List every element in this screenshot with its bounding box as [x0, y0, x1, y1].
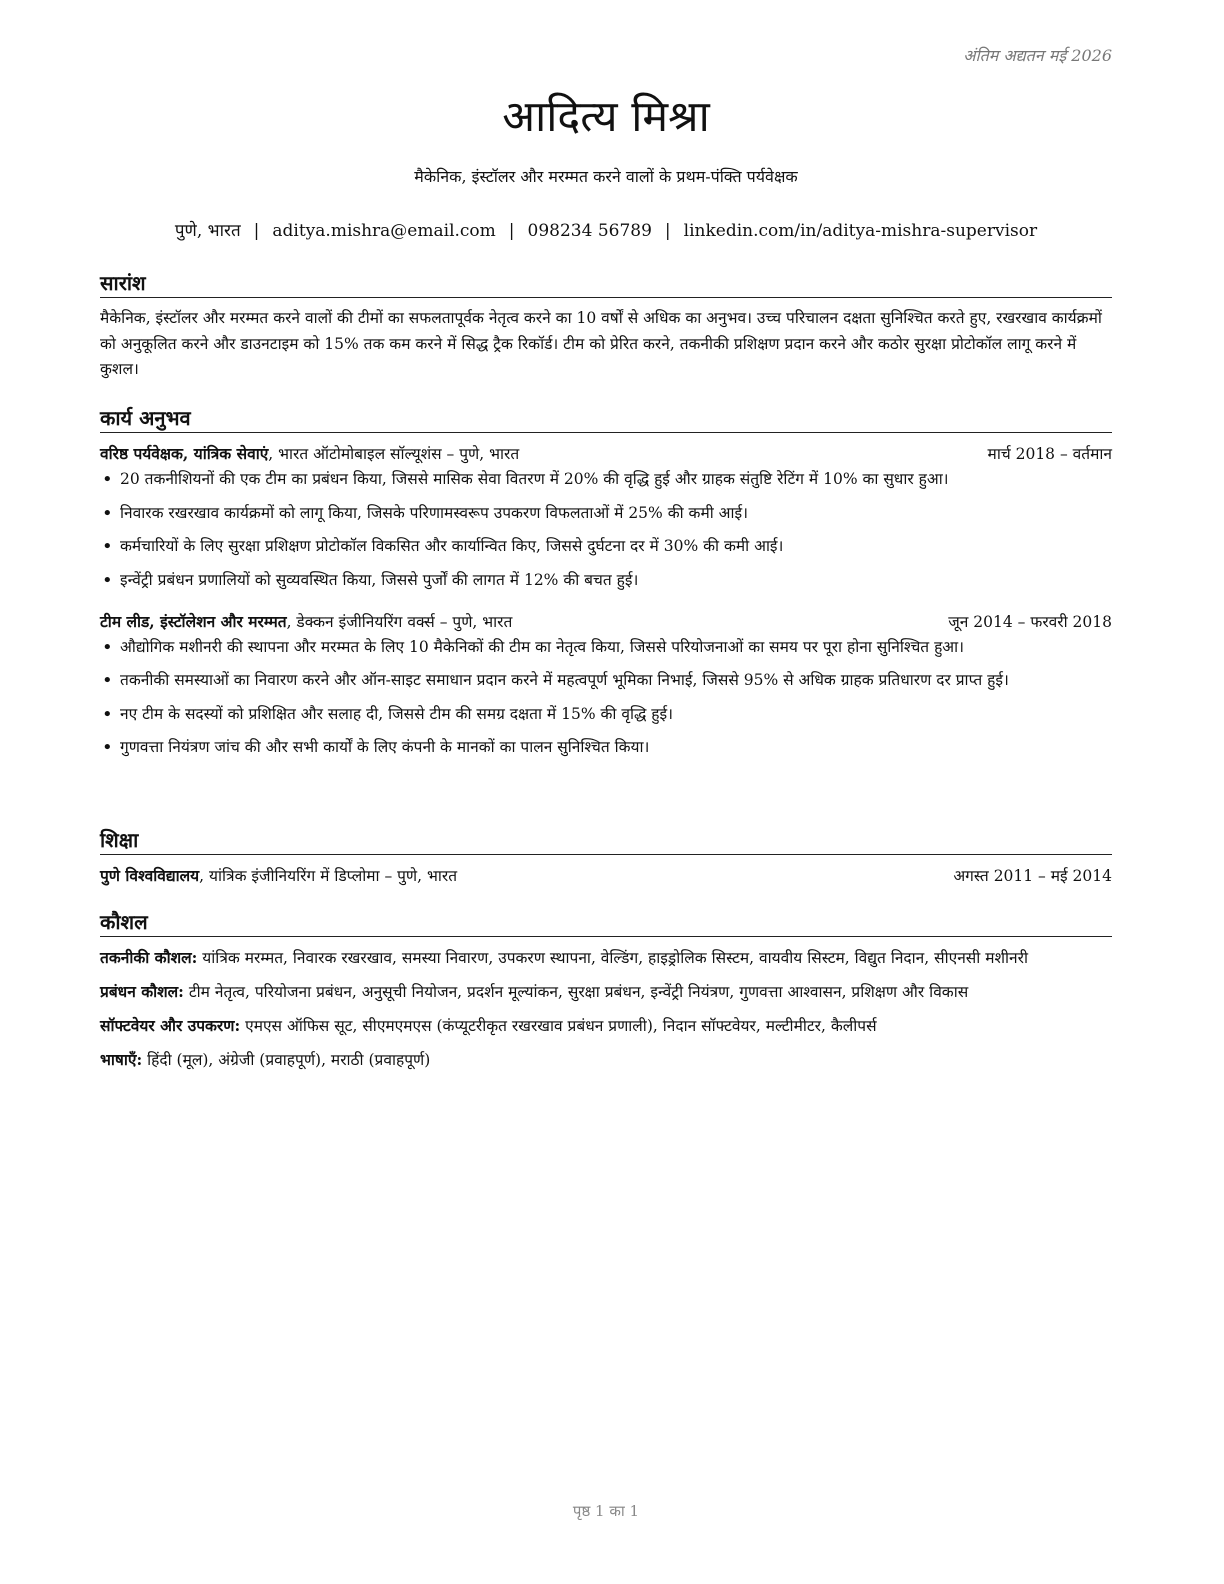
skill-label: भाषाएँ:: [100, 1050, 143, 1069]
page-number: पृष्ठ 1 का 1: [572, 1502, 640, 1520]
list-item: • इन्वेंट्री प्रबंधन प्रणालियों को सुव्यवस्थित किया, जिससे पुर्जों की लागत में 12% की बचत हुई।: [100, 568, 1112, 593]
list-item: • गुणवत्ता नियंत्रण जांच की और सभी कार्यों के लिए कंपनी के मानकों का पालन सुनिश्चित किया।: [100, 735, 1112, 760]
education-dates: अगस्त 2011 – मई 2014: [953, 867, 1112, 885]
list-item: • नए टीम के सदस्यों को प्रशिक्षित और सलाह दी, जिससे टीम की समग्र दक्षता में 15% की वृद्धि हुई।: [100, 702, 1112, 727]
skill-row-technical: [100, 945, 1112, 971]
contact-phone: 098234 56789: [527, 221, 652, 241]
job-organization: , डेक्कन इंजीनियरिंग वर्क्स – पुणे, भारत: [286, 612, 513, 631]
section-title-skills: कौशल: [100, 909, 1112, 937]
job-title-line: [100, 609, 512, 635]
education-institution: पुणे विश्वविद्यालय: [100, 866, 200, 885]
list-item: • 20 तकनीशियनों की एक टीम का प्रबंधन किया, जिससे मासिक सेवा वितरण में 20% की वृद्धि हुई और ग्राहक संतुष्टि रेटिंग में 10% का सुधार हुआ।: [100, 467, 1112, 492]
skill-row-languages: [100, 1047, 1112, 1073]
contact-separator: |: [664, 221, 671, 241]
list-item: • औद्योगिक मशीनरी की स्थापना और मरम्मत के लिए 10 मैकेनिकों की टीम का नेतृत्व किया, जिससे परियोजनाओं का समय पर पूरा होना सुनिश्चित हुआ।: [100, 635, 1112, 660]
contact-separator: |: [253, 221, 260, 241]
skill-value: यांत्रिक मरम्मत, निवारक रखरखाव, समस्या निवारण, उपकरण स्थापना, वेल्डिंग, हाइड्रोलिक सिस्टम, वायवीय सिस्टम, विद्युत निदान, सीएनसी मशीनरी: [197, 949, 1029, 967]
contact-separator: |: [508, 221, 515, 241]
education-detail: , यांत्रिक इंजीनियरिंग में डिप्लोमा – पुणे, भारत: [199, 867, 458, 885]
resume-page: [100, 0, 1112, 1584]
job-role: वरिष्ठ पर्यवेक्षक, यांत्रिक सेवाएं: [100, 444, 269, 463]
candidate-name: आदित्य मिश्रा: [502, 92, 710, 142]
summary-section: [100, 270, 1112, 383]
job-header: [100, 609, 1112, 635]
summary-text: मैकेनिक, इंस्टॉलर और मरम्मत करने वालों की टीमों का सफलतापूर्वक नेतृत्व करने का 10 वर्षों से अधिक का अनुभव। उच्च परिचालन दक्षता सुनिश्चित करते हुए, रखरखाव कार्यक्रमों को अनुकूलित करने और डाउनटाइम को 15% तक कम करने में सिद्ध ट्रैक रिकॉर्ड। टीम को प्रेरित करने, तकनीकी प्रशिक्षण प्रदान करने और कठोर सुरक्षा प्रोटोकॉल लागू करने में कुशल।: [100, 309, 1102, 378]
job-header: [100, 441, 1112, 467]
experience-section: [100, 405, 1112, 769]
skill-value: हिंदी (मूल), अंग्रेजी (प्रवाहपूर्ण), मराठी (प्रवाहपूर्ण): [142, 1051, 431, 1069]
skill-value: एमएस ऑफिस सूट, सीएमएमएस (कंप्यूटरीकृत रखरखाव प्रबंधन प्रणाली), निदान सॉफ्टवेयर, मल्टीमीटर, कैलीपर्स: [240, 1017, 877, 1035]
job-bullets: [100, 467, 1112, 593]
skill-label: तकनीकी कौशल:: [100, 948, 198, 967]
contact-location: पुणे, भारत: [174, 221, 241, 241]
skill-row-management: [100, 979, 1112, 1005]
list-item: • कर्मचारियों के लिए सुरक्षा प्रशिक्षण प्रोटोकॉल विकसित और कार्यान्वित किए, जिससे दुर्घटना दर में 30% की कमी आई।: [100, 534, 1112, 559]
job-entry: [100, 441, 1112, 593]
section-title-experience: कार्य अनुभव: [100, 405, 1112, 433]
candidate-headline: मैकेनिक, इंस्टॉलर और मरम्मत करने वालों के प्रथम-पंक्ति पर्यवेक्षक: [414, 167, 798, 186]
contact-linkedin[interactable]: linkedin.com/in/aditya-mishra-supervisor: [683, 221, 1038, 241]
education-section: [100, 827, 1112, 889]
contact-email[interactable]: aditya.mishra@email.com: [272, 221, 496, 241]
skills-section: [100, 909, 1112, 1081]
education-entry: [100, 863, 1112, 889]
job-role: टीम लीड, इंस्टॉलेशन और मरम्मत: [100, 611, 287, 631]
education-line: [100, 863, 457, 889]
skill-value: टीम नेतृत्व, परियोजना प्रबंधन, अनुसूची नियोजन, प्रदर्शन मूल्यांकन, सुरक्षा प्रबंधन, इन्वेंट्री नियंत्रण, गुणवत्ता आश्वासन, प्रशिक्षण और विकास: [183, 983, 969, 1001]
last-updated-note: अंतिम अद्यतन मई 2026: [963, 46, 1112, 65]
job-bullets: [100, 635, 1112, 761]
list-item: • तकनीकी समस्याओं का निवारण करने और ऑन-साइट समाधान प्रदान करने में महत्वपूर्ण भूमिका निभाई, जिससे 95% से अधिक ग्राहक प्रतिधारण दर प्राप्त हुई।: [100, 668, 1112, 693]
job-title-line: [100, 441, 519, 467]
section-title-summary: सारांश: [100, 270, 1112, 298]
list-item: • निवारक रखरखाव कार्यक्रमों को लागू किया, जिसके परिणामस्वरूप उपकरण विफलताओं में 25% की कमी आई।: [100, 501, 1112, 526]
contact-line: [100, 219, 1112, 243]
job-organization: , भारत ऑटोमोबाइल सॉल्यूशंस – पुणे, भारत: [268, 445, 520, 463]
skill-label: सॉफ्टवेयर और उपकरण:: [100, 1016, 241, 1035]
job-entry: [100, 609, 1112, 761]
skill-label: प्रबंधन कौशल:: [100, 982, 184, 1001]
section-title-education: शिक्षा: [100, 827, 1112, 855]
job-dates: जून 2014 – फरवरी 2018: [948, 612, 1112, 631]
job-dates: मार्च 2018 – वर्तमान: [987, 445, 1112, 463]
skill-row-software: [100, 1013, 1112, 1039]
